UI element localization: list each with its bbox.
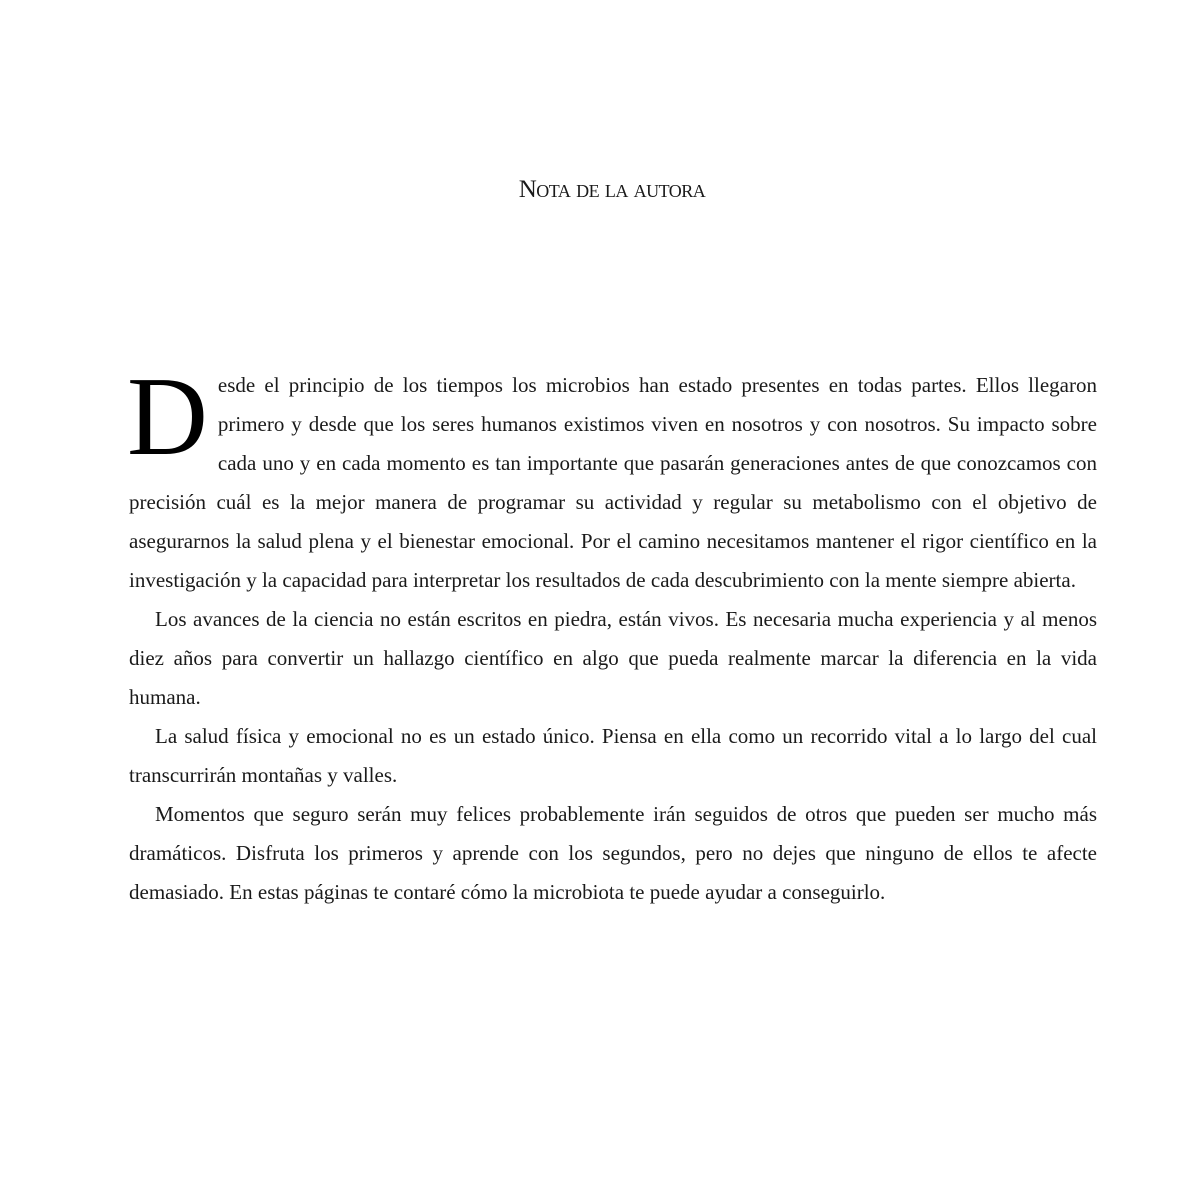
body-text: [127, 355, 1097, 912]
paragraph-3: La salud física y emocional no es un estado único. Piensa en ella como un recorrido vital a lo largo del cual transcurrirán montañas y valles.: [129, 724, 1097, 787]
paragraph-1-text: esde el principio de los tiempos los microbios han estado presentes en todas partes. Ellos llegaron primero y desde que los seres humanos existimos viven en nosotros y con nosotros. Su impacto sobre cada uno y en cada momento es tan importante que pasarán generaciones antes de que conozcamos con precisión cuál es la mejor manera de programar su actividad y regular su metabolismo con el objetivo de asegurarnos la salud plena y el bienestar emocional. Por el camino necesitamos mantener el rigor científico en la investigación y la capacidad para interpretar los resultados de cada descubrimiento con la mente siempre abierta.: [129, 373, 1097, 592]
page-title: Nota de la autora: [518, 176, 706, 203]
paragraph-2: Los avances de la ciencia no están escritos en piedra, están vivos. Es necesaria mucha experiencia y al menos diez años para convertir un hallazgo científico en algo que pueda realmente marcar la diferencia en la vida humana.: [129, 607, 1097, 709]
paragraph-1: [127, 355, 1097, 600]
drop-cap: D: [127, 355, 208, 479]
paragraph-4: Momentos que seguro serán muy felices probablemente irán seguidos de otros que pueden ser mucho más dramáticos. Disfruta los primeros y aprende con los segundos, pero no dejes que ninguno de ellos te afecte demasiado. En estas páginas te contaré cómo la microbiota te puede ayudar a conseguirlo.: [129, 802, 1097, 904]
